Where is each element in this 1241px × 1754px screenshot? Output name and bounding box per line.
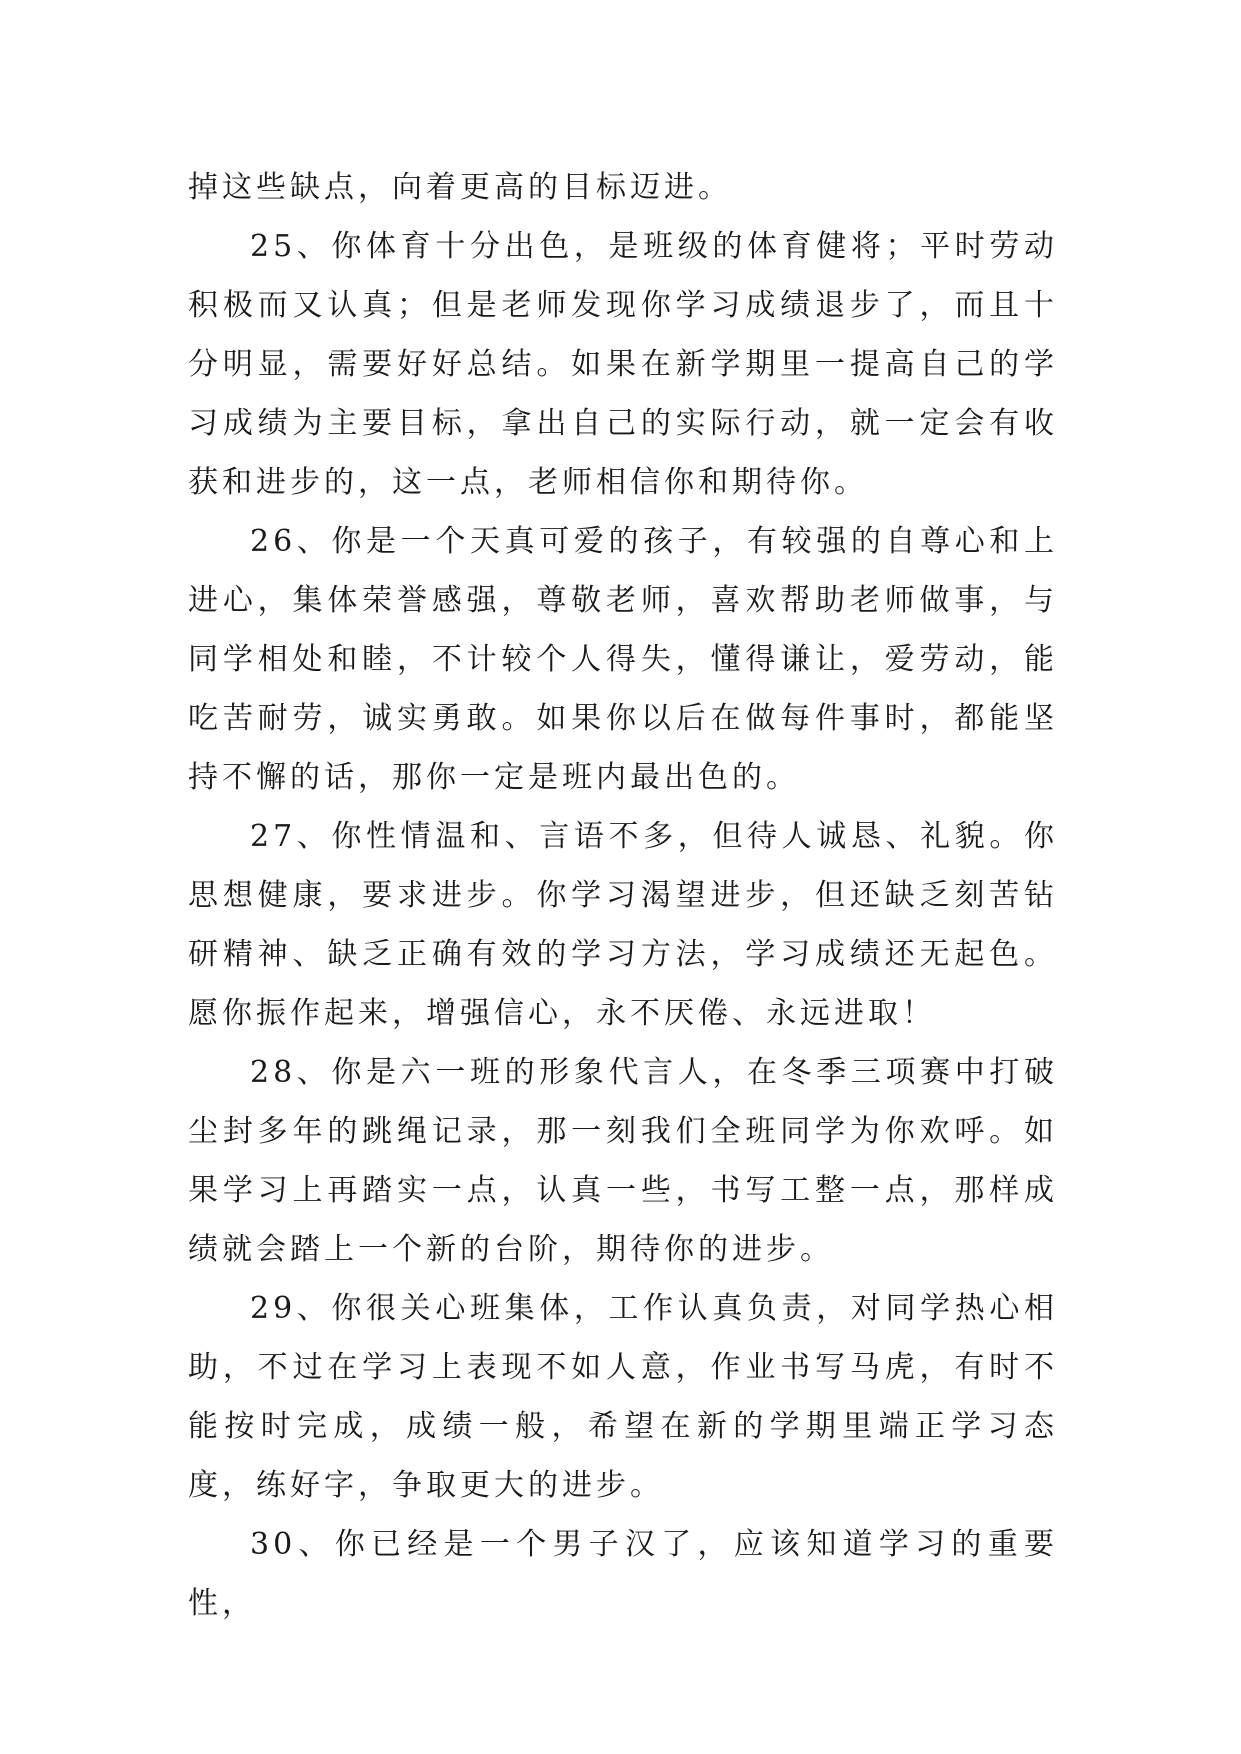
paragraph-comment-26: 26、你是一个天真可爱的孩子，有较强的自尊心和上进心，集体荣誉感强，尊敬老师，喜欢帮助老师做事，与同学相处和睦，不计较个人得失，懂得谦让，爱劳动，能吃苦耐劳，诚实勇敢。如果你以后在做每件事时，都能坚持不懈的话，那你一定是班内最出色的。 (188, 524, 1058, 795)
paragraph-comment-28: 28、你是六一班的形象代言人，在冬季三项赛中打破尘封多年的跳绳记录，那一刻我们全班同学为你欢呼。如果学习上再踏实一点，认真一些，书写工整一点，那样成绩就会踏上一个新的台阶，期待你的进步。 (188, 1055, 1058, 1267)
document-body (188, 158, 1058, 1633)
paragraph-comment-29: 29、你很关心班集体，工作认真负责，对同学热心相助，不过在学习上表现不如人意，作业书写马虎，有时不能按时完成，成绩一般，希望在新的学期里端正学习态度，练好字，争取更大的进步。 (188, 1291, 1058, 1503)
paragraph-continuation: 掉这些缺点，向着更高的目标迈进。 (188, 170, 732, 205)
paragraph-comment-30: 30、你已经是一个男子汉了，应该知道学习的重要性， (188, 1527, 1058, 1621)
paragraph-comment-25: 25、你体育十分出色，是班级的体育健将；平时劳动积极而又认真；但是老师发现你学习成绩退步了，而且十分明显，需要好好总结。如果在新学期里一提高自己的学习成绩为主要目标，拿出自己的实际行动，就一定会有收获和进步的，这一点，老师相信你和期待你。 (188, 229, 1058, 500)
paragraph-comment-27: 27、你性情温和、言语不多，但待人诚恳、礼貌。你思想健康，要求进步。你学习渴望进步，但还缺乏刻苦钻研精神、缺乏正确有效的学习方法，学习成绩还无起色。愿你振作起来，增强信心，永不厌倦、永远进取！ (188, 819, 1058, 1031)
